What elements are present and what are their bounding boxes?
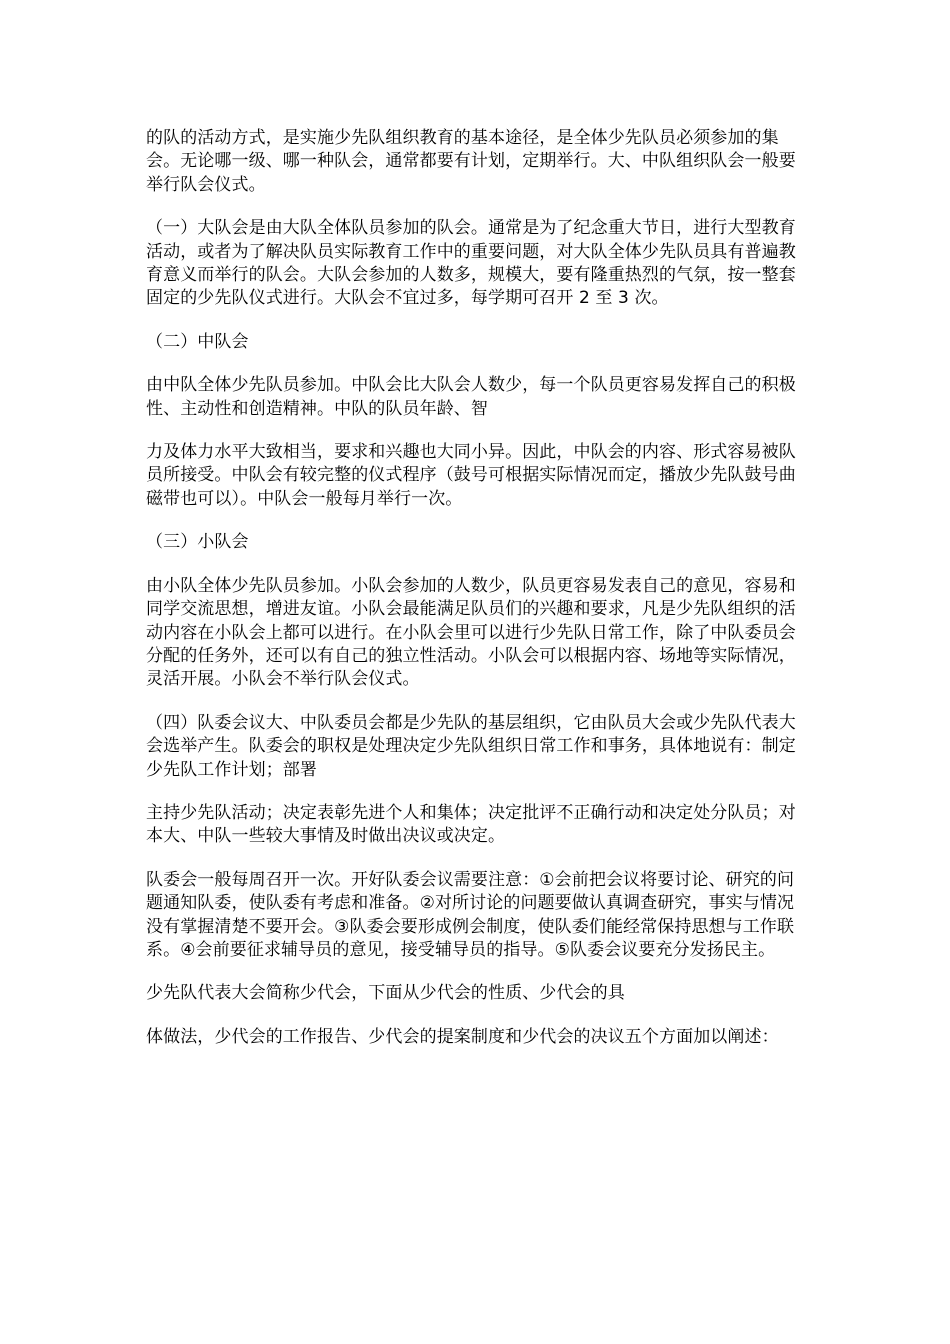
heading-squadron-meeting: （二）中队会 <box>146 331 249 352</box>
paragraph-committee-notes: 队委会一般每周召开一次。开好队委会议需要注意：①会前把会议将要讨论、研究的问题通知队委，使队委有考虑和准备。②对所讨论的问题要做认真调查研究，事实与情况没有掌握清楚不要开会。③队委会要形成例会制度，使队委们能经常保持思想与工作联系。④会前要征求辅导员的意见，接受辅导员的指导。⑤队委会议要充分发扬民主。 <box>146 869 795 960</box>
paragraph-congress-intro-2: 体做法，少代会的工作报告、少代会的提案制度和少代会的决议五个方面加以阐述： <box>146 1026 779 1047</box>
paragraph-squadron-meeting-2: 力及体力水平大致相当，要求和兴趣也大同小异。因此，中队会的内容、形式容易被队员所接受。中队会有较完整的仪式程序（鼓号可根据实际情况而定，播放少先队鼓号曲磁带也可以）。中队会一般每月举行一次。 <box>146 442 796 509</box>
paragraph-intro-continuation: 的队的活动方式，是实施少先队组织教育的基本途径，是全体少先队员必须参加的集会。无论哪一级、哪一种队会，通常都要有计划，定期举行。大、中队组织队会一般要举行队会仪式。 <box>146 128 796 195</box>
heading-team-meeting: （三）小队会 <box>146 532 249 553</box>
paragraph-committee-meeting-1: （四）队委会议大、中队委员会都是少先队的基层组织，它由队员大会或少先队代表大会选举产生。队委会的职权是处理决定少先队组织日常工作和事务，具体地说有：制定少先队工作计划；部署 <box>146 712 796 780</box>
paragraph-team-meeting: 由小队全体少先队员参加。小队会参加的人数少，队员更容易发表自己的意见，容易和同学交流思想，增进友谊。小队会最能满足队员们的兴趣和要求，凡是少先队组织的活动内容在小队会上都可以进行。在小队会里可以进行少先队日常工作，除了中队委员会分配的任务外，还可以有自己的独立性活动。小队会可以根据内容、场地等实际情况，灵活开展。小队会不举行队会仪式。 <box>146 575 796 690</box>
paragraph-congress-intro-1: 少先队代表大会简称少代会，下面从少代会的性质、少代会的具 <box>146 983 625 1004</box>
paragraph-committee-meeting-2: 主持少先队活动；决定表彰先进个人和集体；决定批评不正确行动和决定处分队员；对本大、中队一些较大事情及时做出决议或决定。 <box>146 802 796 847</box>
document-body <box>146 127 806 1069</box>
paragraph-brigade-meeting: （一）大队会是由大队全体队员参加的队会。通常是为了纪念重大节日，进行大型教育活动，或者为了解决队员实际教育工作中的重要问题，对大队全体少先队员具有普遍教育意义而举行的队会。大队会参加的人数多，规模大，要有隆重热烈的气氛，按一整套固定的少先队仪式进行。大队会不宜过多，每学期可召开 2 至 3 次。 <box>146 218 796 309</box>
paragraph-squadron-meeting-1: 由中队全体少先队员参加。中队会比大队会人数少，每一个队员更容易发挥自己的积极性、主动性和创造精神。中队的队员年龄、智 <box>146 375 796 419</box>
